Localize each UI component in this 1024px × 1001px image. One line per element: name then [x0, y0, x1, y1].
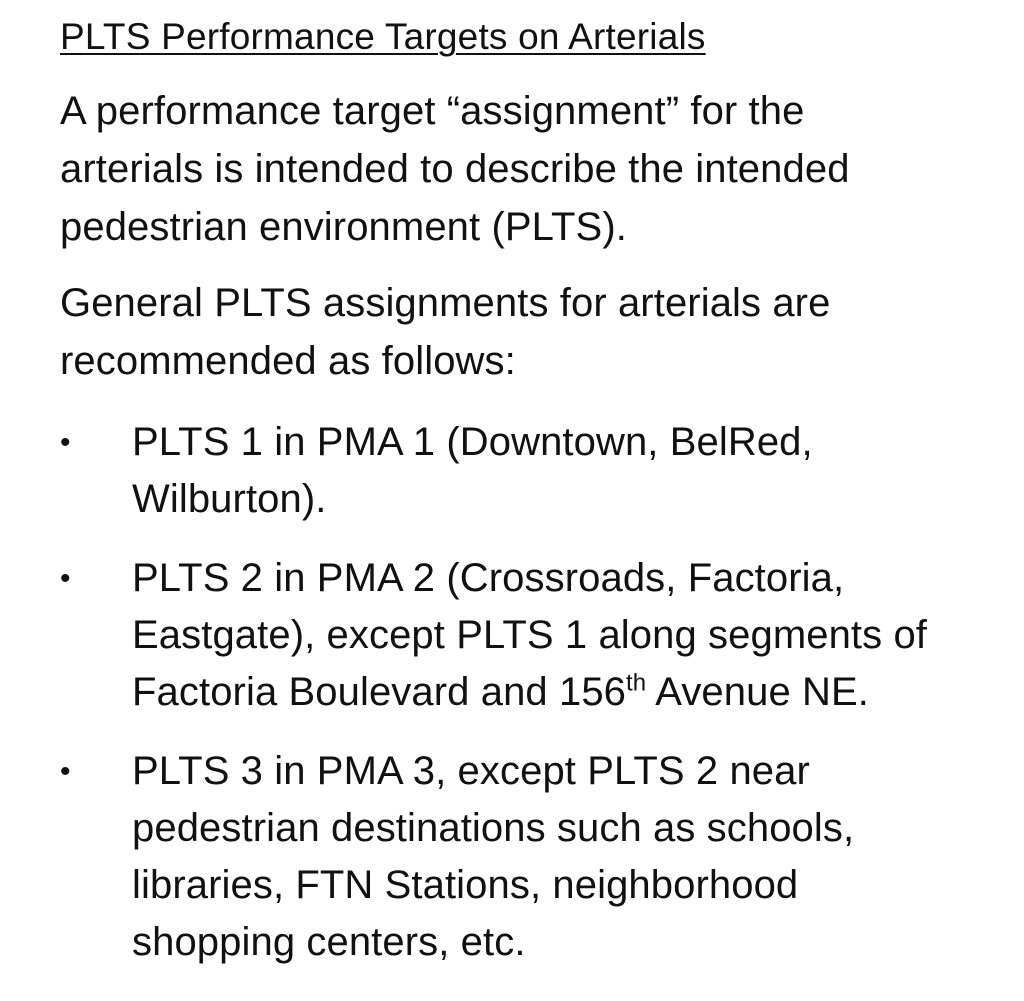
list-item-text: [132, 550, 962, 721]
bullet-icon: •: [60, 755, 71, 788]
ordinal-superscript: th: [626, 669, 647, 697]
list-item: [60, 743, 984, 971]
list-item-text-part: Avenue NE.: [646, 670, 869, 714]
list-item: [60, 550, 984, 721]
list-item: [60, 414, 984, 528]
list-item-text: PLTS 3 in PMA 3, except PLTS 2 near pedestrian destinations such as schools, libraries, FTN Stations, neighborhood shopping centers, etc.: [132, 749, 855, 964]
list-item-text: PLTS 1 in PMA 1 (Downtown, BelRed, Wilburton).: [132, 420, 813, 521]
bullet-icon: •: [60, 426, 71, 459]
list-item-text-part: PLTS 2 in PMA 2 (Crossroads, Factoria, Eastgate), except PLTS 1 along segments of Factoria Boulevard and 156: [132, 556, 928, 714]
bullet-icon: •: [60, 562, 71, 595]
intro-paragraph: A performance target “assignment” for the arterials is intended to describe the intended pedestrian environment (PLTS).: [60, 89, 850, 249]
assignment-list: [60, 414, 984, 971]
document-title: PLTS Performance Targets on Arterials: [60, 16, 706, 57]
assignments-paragraph: General PLTS assignments for arterials are recommended as follows:: [60, 281, 831, 383]
